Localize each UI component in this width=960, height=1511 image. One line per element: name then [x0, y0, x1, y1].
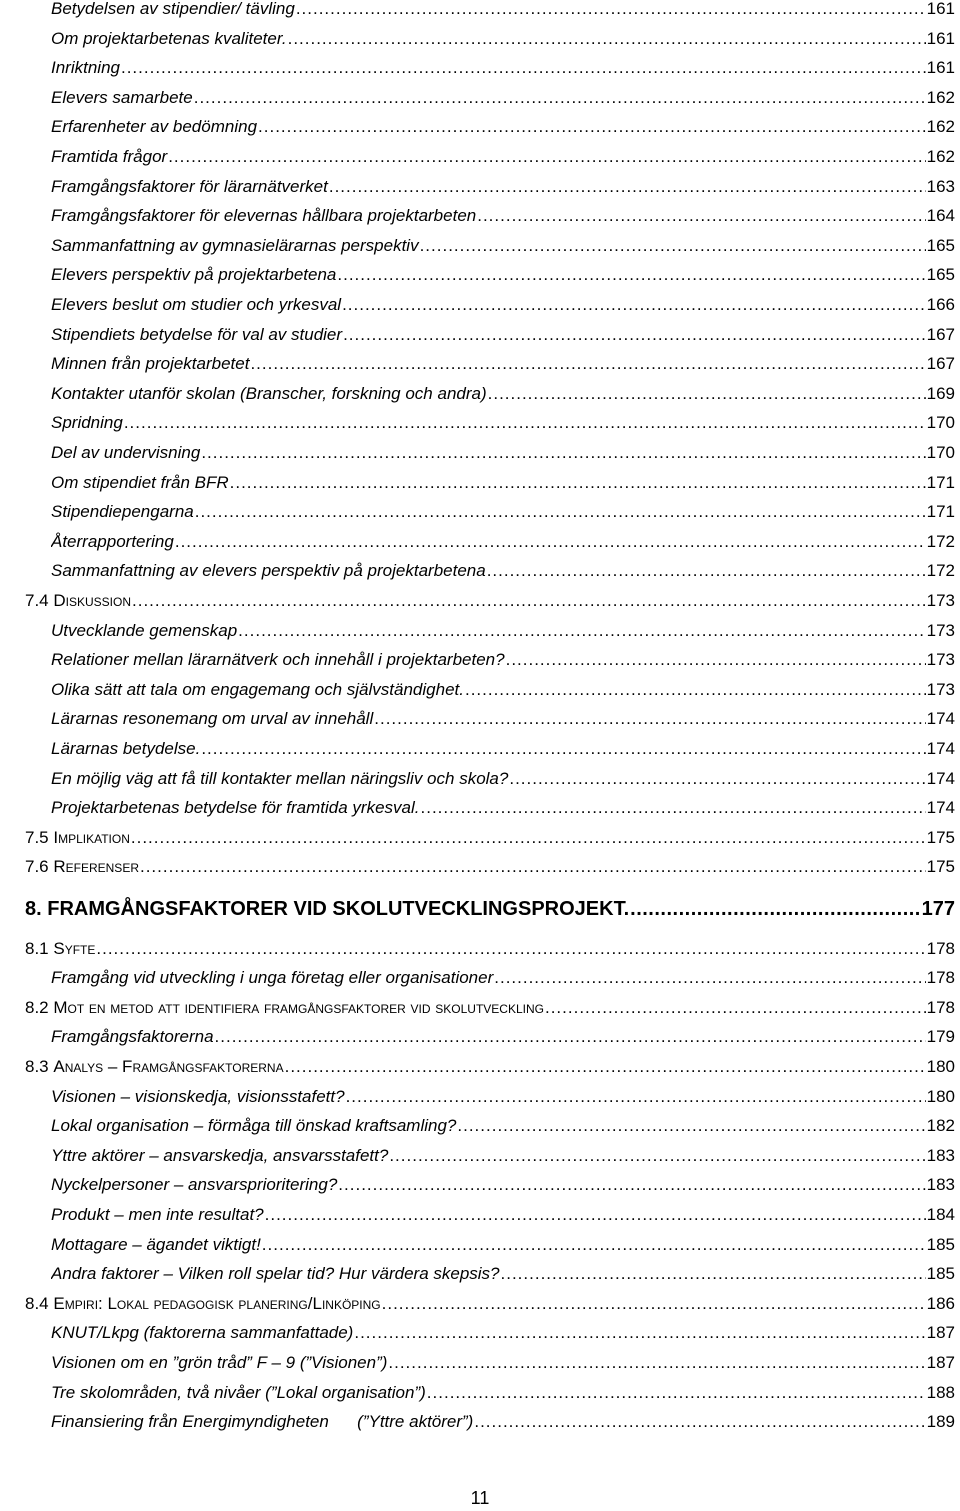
toc-page-number: 186 — [926, 1293, 955, 1313]
dot-leader — [630, 896, 920, 922]
section-title: Diskussion — [53, 591, 131, 610]
toc-entry-title: Visionen – visionskedja, visionsstafett? — [51, 1086, 345, 1106]
toc-entry-title: Erfarenheter av bedömning — [51, 117, 258, 137]
toc-page-number: 173 — [926, 620, 955, 640]
toc-entry-title — [25, 827, 130, 849]
dot-leader — [506, 649, 926, 671]
toc-entry-title: Projektarbetenas betydelse för framtida yrkesval. — [51, 798, 420, 818]
toc-entry-title: Elevers beslut om studier och yrkesval — [51, 295, 342, 314]
dot-leader — [487, 560, 926, 582]
toc-page-number: 163 — [926, 176, 955, 196]
toc-entry-title — [25, 1056, 284, 1078]
toc-subsection-entry[interactable] — [51, 1322, 955, 1344]
dot-leader — [346, 1086, 926, 1108]
toc-page-number: 172 — [926, 561, 955, 581]
toc-entry-title: Finansiering från Energimyndigheten (”Yttre aktörer”) — [51, 1412, 474, 1432]
toc-section-entry[interactable] — [25, 997, 955, 1019]
toc-page-number: 166 — [926, 295, 955, 314]
dot-leader — [427, 1382, 926, 1404]
toc-entry-title: Mottagare – ägandet viktigt! — [51, 1234, 261, 1254]
section-title: Syfte — [53, 938, 96, 958]
dot-leader — [337, 264, 925, 286]
toc-subsection-entry[interactable] — [51, 0, 955, 20]
toc-page-number: 178 — [926, 997, 955, 1017]
dot-leader — [329, 176, 926, 198]
section-number: 8.4 — [25, 1293, 54, 1313]
section-title: Implikation — [53, 827, 130, 847]
toc-page-number: 189 — [926, 1412, 955, 1432]
toc-subsection-entry[interactable] — [51, 1174, 955, 1196]
toc-entry-title: Spridning — [51, 413, 123, 433]
toc-page-number: 165 — [926, 235, 955, 255]
section-number: 8.3 — [25, 1057, 54, 1076]
dot-leader — [354, 1322, 925, 1344]
toc-page-number: 177 — [921, 898, 955, 920]
toc-page-number: 174 — [926, 709, 955, 729]
toc-entry-title: Framgångsfaktorer för elevernas hållbara projektarbeten — [51, 206, 477, 226]
dot-leader — [201, 738, 925, 760]
dot-leader — [258, 116, 926, 138]
dot-leader — [420, 235, 926, 257]
dot-leader — [494, 967, 925, 989]
toc-entry-title: Om stipendiet från BFR — [51, 472, 229, 492]
toc-entry-title: Återrapportering — [51, 531, 174, 551]
toc-page-number: 170 — [926, 443, 955, 462]
toc-entry-title: Produkt – men inte resultat? — [51, 1205, 264, 1224]
dot-leader — [265, 1204, 926, 1226]
toc-subsection-entry[interactable] — [51, 1115, 955, 1137]
toc-entry-title: En möjlig väg att få till kontakter mellan näringsliv och skola? — [51, 768, 509, 788]
toc-subsection-entry[interactable] — [51, 679, 955, 701]
section-number: 7.6 — [25, 857, 54, 877]
toc-section-entry[interactable] — [25, 1056, 955, 1078]
toc-subsection-entry[interactable] — [51, 383, 955, 405]
section-title: Empiri: Lokal pedagogisk planering/Linköping — [53, 1293, 381, 1313]
page-number: 11 — [470, 1488, 490, 1508]
dot-leader — [230, 472, 926, 494]
toc-page-number: 187 — [926, 1353, 955, 1372]
toc-page-number: 180 — [926, 1086, 955, 1106]
dot-leader — [201, 442, 925, 464]
toc-subsection-entry[interactable] — [51, 1234, 955, 1256]
dot-leader — [374, 708, 925, 730]
toc-page-number: 188 — [926, 1382, 955, 1402]
toc-page-number: 172 — [926, 531, 955, 551]
toc-entry-title: Inriktning — [51, 58, 120, 78]
dot-leader — [121, 57, 926, 79]
dot-leader — [342, 294, 926, 316]
toc-entry-title: Lärarnas betydelse. — [51, 739, 201, 758]
toc-subsection-entry[interactable] — [51, 1411, 955, 1433]
toc-page-number: 170 — [926, 413, 955, 433]
toc-entry-title: Om projektarbetenas kvaliteter. — [51, 28, 287, 48]
toc-section-entry[interactable] — [25, 590, 955, 612]
toc-page-number: 185 — [926, 1264, 955, 1284]
toc-entry-title: Olika sätt att tala om engagemang och självständighet. — [51, 679, 464, 699]
toc-subsection-entry[interactable] — [51, 1204, 955, 1226]
toc-page-number: 178 — [926, 938, 955, 958]
toc-entry-title: Del av undervisning — [51, 443, 201, 462]
toc-entry-title: Framgång vid utveckling i unga företag eller organisationer — [51, 968, 494, 988]
toc-page-number: 185 — [926, 1234, 955, 1254]
toc-entry-title — [25, 856, 139, 878]
toc-entry-title: Sammanfattning av elevers perspektiv på projektarbetena — [51, 561, 486, 581]
toc-page-number: 175 — [926, 827, 955, 847]
toc-subsection-entry[interactable] — [51, 87, 955, 109]
toc-entry-title: Elevers perspektiv på projektarbetena — [51, 265, 337, 285]
toc-subsection-entry[interactable] — [51, 1145, 955, 1167]
toc-subsection-entry[interactable] — [51, 353, 955, 375]
toc-entry-title: Tre skolområden, två nivåer (”Lokal organisation”) — [51, 1382, 426, 1402]
toc-page-number: 174 — [926, 768, 955, 788]
toc-page-number: 164 — [926, 206, 955, 226]
toc-entry-title — [25, 1293, 381, 1315]
toc-page-number: 182 — [926, 1116, 955, 1136]
toc-subsection-entry[interactable] — [51, 797, 955, 819]
section-title: Mot en metod att identifiera framgångsfaktorer vid skolutveckling — [53, 997, 544, 1017]
toc-entry-title: Sammanfattning av gymnasielärarnas perspektiv — [51, 235, 419, 255]
toc-section-entry[interactable] — [25, 856, 955, 878]
toc-subsection-entry[interactable] — [51, 768, 955, 790]
dot-leader — [132, 590, 926, 612]
toc-page-number: 169 — [926, 383, 955, 403]
toc-subsection-entry[interactable] — [51, 649, 955, 671]
dot-leader — [131, 827, 926, 849]
toc-entry-title — [25, 590, 131, 612]
toc-entry-title: Lärarnas resonemang om urval av innehåll — [51, 709, 374, 729]
toc-subsection-entry[interactable] — [51, 116, 955, 138]
toc-entry-title — [25, 997, 544, 1019]
toc-subsection-entry[interactable] — [51, 1263, 955, 1285]
toc-entry-title: 8. FRAMGÅNGSFAKTORER VID SKOLUTVECKLINGSPROJEKT. — [25, 898, 630, 920]
toc-subsection-entry[interactable] — [51, 620, 955, 642]
toc-page-number: 179 — [926, 1027, 955, 1047]
toc-subsection-entry[interactable] — [51, 264, 955, 286]
dot-leader — [288, 28, 926, 50]
dot-leader — [382, 1293, 926, 1315]
toc-page-number: 184 — [926, 1205, 955, 1224]
dot-leader — [238, 620, 925, 642]
toc-page-number: 161 — [926, 58, 955, 78]
toc-subsection-entry[interactable] — [51, 176, 955, 198]
section-number: 7.5 — [25, 827, 54, 847]
toc-entry-title: Kontakter utanför skolan (Branscher, forskning och andra) — [51, 383, 487, 403]
toc-subsection-entry[interactable] — [51, 28, 955, 50]
toc-page-number: 183 — [926, 1175, 955, 1195]
dot-leader — [477, 205, 925, 227]
toc-page-number: 175 — [926, 857, 955, 877]
toc-subsection-entry[interactable] — [51, 146, 955, 168]
toc-page-number: 162 — [926, 147, 955, 166]
dot-leader — [509, 768, 925, 790]
toc-entry-title: Yttre aktörer – ansvarskedja, ansvarsstafett? — [51, 1145, 389, 1165]
dot-leader — [195, 501, 926, 523]
toc-page-number: 165 — [926, 265, 955, 285]
section-number: 7.4 — [25, 591, 54, 610]
dot-leader — [389, 1145, 925, 1167]
toc-entry-title: Minnen från projektarbetet — [51, 354, 250, 374]
toc-subsection-entry[interactable] — [51, 412, 955, 434]
toc-subsection-entry[interactable] — [51, 1026, 955, 1048]
toc-page-number: 173 — [926, 650, 955, 670]
toc-entry-title: Andra faktorer – Vilken roll spelar tid? Hur värdera skepsis? — [51, 1264, 500, 1284]
toc-page-number: 183 — [926, 1145, 955, 1165]
toc-page-number: 161 — [926, 28, 955, 48]
toc-subsection-entry[interactable] — [51, 1086, 955, 1108]
dot-leader — [285, 1056, 926, 1078]
toc-subsection-entry[interactable] — [51, 442, 955, 464]
dot-leader — [474, 1411, 925, 1433]
toc-page-number: 178 — [926, 968, 955, 988]
dot-leader — [124, 412, 926, 434]
dot-leader — [545, 997, 926, 1019]
toc-entry-title: Utvecklande gemenskap — [51, 620, 238, 640]
toc-subsection-entry[interactable] — [51, 531, 955, 553]
toc-subsection-entry[interactable] — [51, 205, 955, 227]
toc-page-number: 171 — [926, 502, 955, 522]
toc-entry-title: Framgångsfaktorer för lärarnätverket — [51, 176, 328, 196]
dot-leader — [194, 87, 926, 109]
dot-leader — [262, 1234, 926, 1256]
toc-page-number: 173 — [926, 679, 955, 699]
toc-page-number: 174 — [926, 798, 955, 818]
toc-section-entry[interactable] — [25, 1293, 955, 1315]
toc-page-number: 187 — [926, 1323, 955, 1343]
toc-entry-title: Relationer mellan lärarnätverk och innehåll i projektarbeten? — [51, 650, 505, 670]
dot-leader — [140, 856, 926, 878]
toc-page-number: 162 — [926, 117, 955, 137]
dot-leader — [250, 353, 925, 375]
dot-leader — [215, 1026, 926, 1048]
toc-subsection-entry[interactable] — [51, 57, 955, 79]
toc-entry-title: KNUT/Lkpg (faktorerna sammanfattade) — [51, 1323, 354, 1343]
dot-leader — [338, 1174, 925, 1196]
toc-subsection-entry[interactable] — [51, 501, 955, 523]
toc-subsection-entry[interactable] — [51, 324, 955, 346]
toc-entry-title: Stipendiets betydelse för val av studier — [51, 324, 343, 344]
section-number: 8.1 — [25, 938, 54, 958]
dot-leader — [388, 1352, 925, 1374]
toc-chapter-entry[interactable] — [25, 896, 955, 922]
toc-entry-title: Framtida frågor — [51, 147, 168, 166]
toc-page-number: 180 — [926, 1057, 955, 1076]
dot-leader — [501, 1263, 926, 1285]
toc-subsection-entry[interactable] — [51, 1382, 955, 1404]
toc-page-number: 161 — [926, 0, 955, 18]
toc-entry-title: Lokal organisation – förmåga till önskad kraftsamling? — [51, 1116, 457, 1136]
toc-section-entry[interactable] — [25, 827, 955, 849]
toc-page-number: 167 — [926, 354, 955, 374]
toc-entry-title — [25, 938, 95, 960]
toc-page-number: 174 — [926, 739, 955, 758]
toc-page-number: 162 — [926, 87, 955, 107]
toc-section-entry[interactable] — [25, 938, 955, 960]
toc-entry-title: Elevers samarbete — [51, 87, 193, 107]
toc-subsection-entry[interactable] — [51, 708, 955, 730]
dot-leader — [488, 383, 926, 405]
toc-page-number: 173 — [926, 591, 955, 610]
toc-entry-title: Betydelsen av stipendier/ tävling — [51, 0, 295, 18]
toc-entry-title: Nyckelpersoner – ansvarsprioritering? — [51, 1175, 338, 1195]
toc-subsection-entry[interactable] — [51, 1352, 955, 1374]
toc-subsection-entry[interactable] — [51, 294, 955, 316]
toc-subsection-entry[interactable] — [51, 560, 955, 582]
toc-entry-title: Stipendiepengarna — [51, 502, 194, 522]
dot-leader — [343, 324, 926, 346]
dot-leader — [465, 679, 926, 701]
toc-subsection-entry[interactable] — [51, 472, 955, 494]
toc-subsection-entry[interactable] — [51, 967, 955, 989]
toc-subsection-entry[interactable] — [51, 738, 955, 760]
dot-leader — [175, 531, 926, 553]
toc-page-number: 167 — [926, 324, 955, 344]
section-number: 8.2 — [25, 997, 54, 1017]
section-title: Analys – Framgångsfaktorerna — [53, 1057, 284, 1076]
dot-leader — [421, 797, 926, 819]
dot-leader — [296, 0, 926, 20]
toc-subsection-entry[interactable] — [51, 235, 955, 257]
dot-leader — [168, 146, 925, 168]
toc-entry-title: Visionen om en ”grön tråd” F – 9 (”Visionen”) — [51, 1353, 388, 1372]
section-title: Referenser — [53, 857, 139, 877]
dot-leader — [96, 938, 925, 960]
dot-leader — [457, 1115, 925, 1137]
toc-page-number: 171 — [926, 472, 955, 492]
toc-entry-title: Framgångsfaktorerna — [51, 1027, 214, 1047]
